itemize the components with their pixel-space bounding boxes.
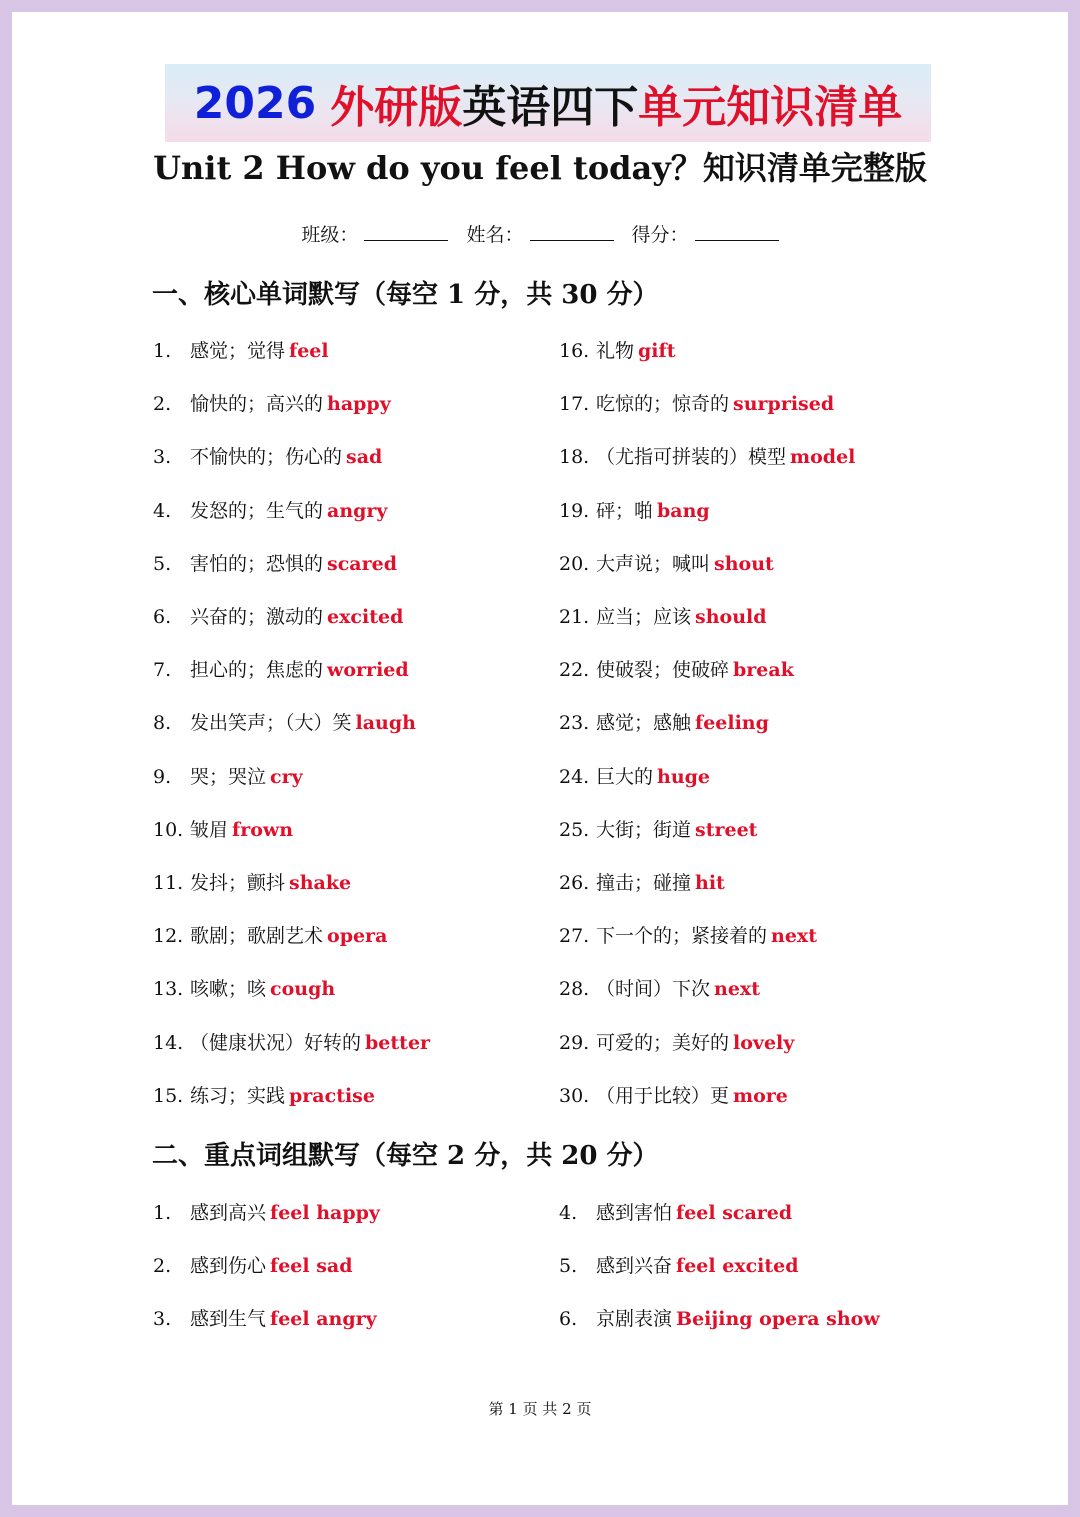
item-number: 10. — [153, 818, 184, 841]
list-item — [153, 655, 409, 682]
item-english-answer: lovely — [733, 1031, 795, 1054]
item-chinese: 巨大的 — [596, 765, 654, 788]
list-item — [559, 442, 855, 469]
list-item — [153, 442, 382, 469]
document-page — [12, 12, 1068, 1505]
item-english-answer: feeling — [695, 712, 769, 735]
item-number: 4. — [153, 499, 172, 522]
item-chinese: 愉快的；高兴的 — [190, 393, 324, 416]
name-label: 姓名： — [466, 224, 524, 246]
list-item — [153, 496, 387, 523]
name-blank — [530, 222, 614, 241]
banner-list: 单元知识清单 — [638, 82, 903, 133]
item-english-answer: street — [695, 818, 758, 841]
item-chinese: 感觉；感触 — [596, 712, 692, 735]
item-number: 15. — [153, 1084, 184, 1107]
list-item — [559, 1304, 880, 1331]
item-number: 16. — [559, 340, 590, 362]
item-english-answer: practise — [289, 1084, 375, 1107]
list-item — [153, 974, 335, 1001]
list-item — [559, 655, 794, 682]
item-number: 9. — [153, 765, 172, 788]
item-english-answer: laugh — [355, 712, 416, 735]
item-english-answer: better — [365, 1031, 431, 1054]
list-item — [153, 389, 391, 416]
item-english-answer: cough — [270, 978, 336, 1001]
item-chinese: 哭；哭泣 — [190, 765, 267, 788]
list-item — [559, 1198, 792, 1225]
item-chinese: 大街；街道 — [596, 818, 692, 841]
item-chinese: 害怕的；恐惧的 — [190, 552, 324, 575]
item-chinese: 礼物 — [596, 340, 635, 362]
item-chinese: 练习；实践 — [190, 1084, 286, 1107]
item-english-answer: feel excited — [676, 1255, 799, 1278]
item-chinese: 砰；啪 — [596, 499, 654, 522]
list-item — [559, 708, 769, 735]
item-english-answer: excited — [327, 606, 404, 628]
item-number: 6. — [153, 606, 172, 628]
item-english-answer: more — [733, 1084, 788, 1107]
score-blank — [695, 222, 779, 241]
item-english-answer: feel — [289, 340, 329, 362]
item-english-answer: next — [771, 925, 818, 948]
item-number: 24. — [559, 765, 590, 788]
item-chinese: 感到兴奋 — [596, 1255, 673, 1278]
item-english-answer: Beijing opera show — [676, 1308, 880, 1331]
list-item — [559, 1028, 794, 1055]
item-number: 22. — [559, 659, 590, 682]
list-item — [153, 921, 387, 948]
item-chinese: 担心的；焦虑的 — [190, 659, 324, 682]
item-english-answer: model — [790, 446, 856, 469]
list-item — [153, 1304, 377, 1331]
item-number: 6. — [559, 1308, 578, 1331]
item-english-answer: shake — [289, 872, 352, 894]
item-english-answer: angry — [327, 499, 388, 522]
item-english-answer: cry — [270, 765, 303, 788]
list-item — [559, 974, 760, 1001]
list-item — [153, 1028, 430, 1055]
list-item — [153, 1198, 380, 1225]
item-number: 13. — [153, 978, 184, 1001]
item-number: 25. — [559, 818, 590, 841]
item-chinese: 应当；应该 — [596, 606, 692, 628]
item-number: 3. — [153, 446, 172, 469]
item-english-answer: opera — [327, 925, 388, 948]
list-item — [153, 708, 416, 735]
student-info-line — [12, 220, 1068, 247]
class-blank — [364, 222, 448, 241]
banner-publisher: 外研版 — [330, 82, 463, 133]
item-number: 2. — [153, 1255, 172, 1278]
item-chinese: （时间）下次 — [596, 978, 711, 1001]
item-english-answer: gift — [638, 340, 676, 362]
item-chinese: （用于比较）更 — [596, 1084, 730, 1107]
item-number: 17. — [559, 393, 590, 416]
list-item — [559, 1081, 788, 1108]
item-english-answer: feel happy — [270, 1202, 380, 1224]
item-number: 19. — [559, 499, 590, 522]
list-item — [559, 815, 757, 842]
item-chinese: 使破裂；使破碎 — [596, 659, 730, 682]
list-item — [153, 815, 293, 842]
item-number: 12. — [153, 925, 184, 948]
item-number: 1. — [153, 340, 172, 362]
list-item — [153, 1081, 375, 1108]
item-chinese: 大声说；喊叫 — [596, 552, 711, 575]
section2-title: 二、重点词组默写（每空 2 分，共 20 分） — [152, 1141, 659, 1171]
list-item — [559, 762, 710, 789]
item-chinese: 感觉；觉得 — [190, 340, 286, 362]
list-item — [559, 868, 725, 895]
item-english-answer: huge — [657, 765, 711, 788]
item-english-answer: feel angry — [270, 1308, 377, 1331]
item-number: 5. — [153, 552, 172, 575]
section1-title: 一、核心单词默写（每空 1 分，共 30 分） — [152, 280, 659, 310]
banner-year: 2026 — [193, 77, 317, 129]
item-number: 3. — [153, 1308, 172, 1331]
list-item — [153, 549, 397, 576]
item-number: 20. — [559, 552, 590, 575]
list-item — [153, 336, 329, 363]
item-number: 11. — [153, 872, 184, 894]
item-chinese: 可爱的；美好的 — [596, 1031, 730, 1054]
item-chinese: 发抖；颤抖 — [190, 872, 286, 894]
item-english-answer: hit — [695, 872, 725, 894]
item-chinese: 歌剧；歌剧艺术 — [190, 925, 324, 948]
list-item — [153, 868, 351, 895]
item-number: 7. — [153, 659, 172, 682]
item-chinese: （健康状况）好转的 — [190, 1031, 362, 1054]
item-chinese: 皱眉 — [190, 818, 229, 841]
class-label: 班级： — [301, 224, 359, 246]
page-subtitle: Unit 2 How do you feel today？知识清单完整版 — [153, 149, 927, 187]
item-english-answer: scared — [327, 552, 397, 575]
item-english-answer: bang — [657, 499, 710, 522]
item-english-answer: feel scared — [676, 1202, 793, 1224]
item-chinese: 感到生气 — [190, 1308, 267, 1331]
item-number: 14. — [153, 1031, 184, 1054]
item-chinese: 吃惊的；惊奇的 — [596, 393, 730, 416]
list-item — [153, 762, 303, 789]
list-item — [559, 496, 710, 523]
list-item — [559, 549, 774, 576]
item-chinese: 感到害怕 — [596, 1202, 673, 1224]
list-item — [559, 336, 675, 363]
item-chinese: （尤指可拼装的）模型 — [596, 446, 787, 469]
item-english-answer: next — [714, 978, 761, 1001]
item-english-answer: sad — [346, 446, 383, 469]
item-english-answer: break — [733, 659, 794, 682]
item-chinese: 发怒的；生气的 — [190, 499, 324, 522]
item-chinese: 咳嗽；咳 — [190, 978, 267, 1001]
item-number: 4. — [559, 1202, 578, 1224]
item-number: 27. — [559, 925, 590, 948]
list-item — [559, 1251, 799, 1278]
item-number: 5. — [559, 1255, 578, 1278]
banner-grade: 英语四下 — [462, 82, 639, 133]
item-english-answer: happy — [327, 393, 391, 416]
score-label: 得分： — [631, 224, 689, 246]
item-number: 23. — [559, 712, 590, 735]
list-item — [153, 602, 403, 629]
item-number: 30. — [559, 1084, 590, 1107]
item-number: 2. — [153, 393, 172, 416]
item-english-answer: shout — [714, 552, 774, 575]
item-chinese: 下一个的；紧接着的 — [596, 925, 768, 948]
item-english-answer: surprised — [733, 393, 835, 416]
item-number: 21. — [559, 606, 590, 628]
list-item — [559, 389, 834, 416]
item-number: 18. — [559, 446, 590, 469]
item-number: 26. — [559, 872, 590, 894]
item-english-answer: feel sad — [270, 1255, 353, 1278]
item-english-answer: frown — [232, 818, 294, 841]
item-chinese: 感到伤心 — [190, 1255, 267, 1278]
list-item — [559, 921, 817, 948]
title-banner — [165, 64, 931, 142]
page-footer: 第 1 页 共 2 页 — [488, 1400, 592, 1418]
item-chinese: 撞击；碰撞 — [596, 872, 692, 894]
list-item — [153, 1251, 353, 1278]
item-number: 1. — [153, 1202, 172, 1224]
item-number: 8. — [153, 712, 172, 735]
item-english-answer: should — [695, 606, 767, 628]
item-chinese: 不愉快的；伤心的 — [190, 446, 343, 469]
item-number: 28. — [559, 978, 590, 1001]
item-chinese: 兴奋的；激动的 — [190, 606, 324, 628]
item-chinese: 发出笑声；（大）笑 — [190, 712, 352, 735]
item-number: 29. — [559, 1031, 590, 1054]
list-item — [559, 602, 767, 629]
item-english-answer: worried — [327, 659, 409, 682]
item-chinese: 京剧表演 — [596, 1308, 673, 1331]
item-chinese: 感到高兴 — [190, 1202, 267, 1224]
